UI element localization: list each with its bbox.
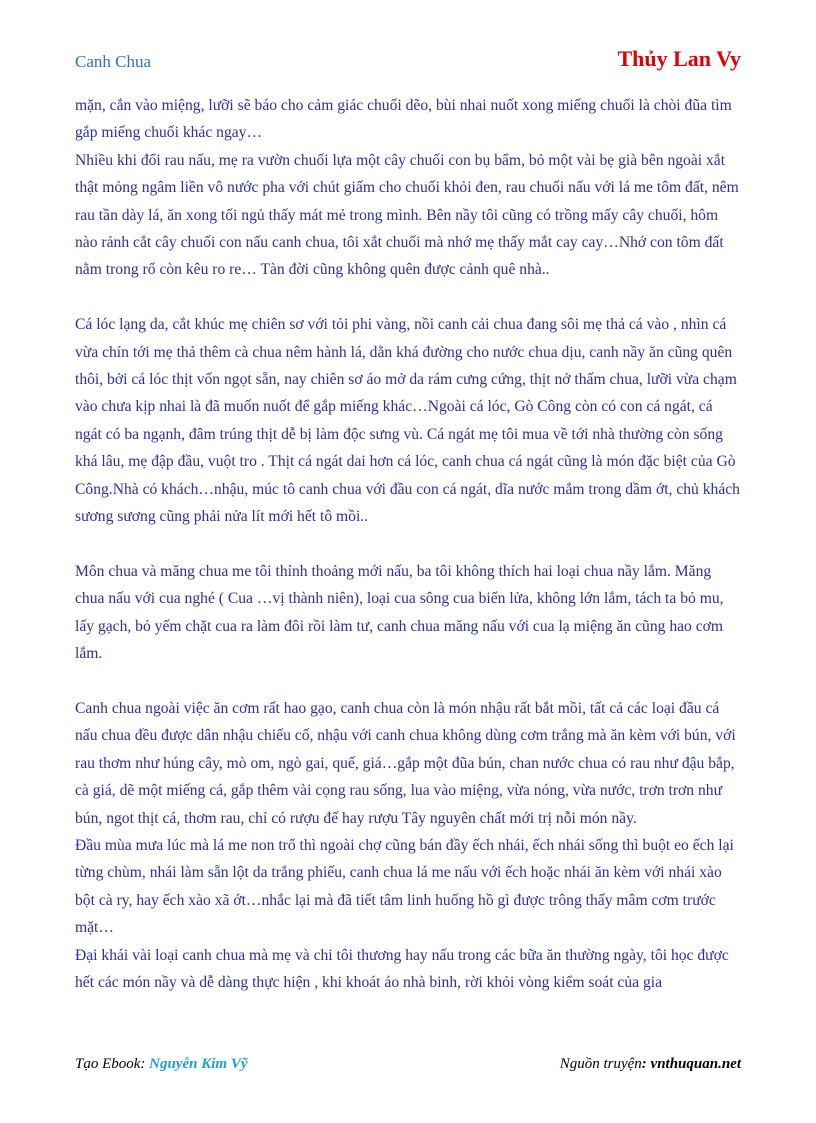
ebook-label: Tạo Ebook (75, 1056, 141, 1072)
page-header (75, 46, 741, 80)
ebook-creator-name: Nguyễn Kim Vỹ (149, 1056, 248, 1072)
paragraph: Đại khái vài loại canh chua mà mẹ và chi tôi thương hay nấu trong các bữa ăn thường ngày, tôi học được hết các món nầy và dễ dàng thực hiện , khi khoát áo nhà binh, rời khỏi vòng kiểm soát của gia (75, 946, 729, 991)
author-name: Thủy Lan Vy (617, 46, 741, 71)
paragraph: Cá lóc lạng da, cắt khúc mẹ chiên sơ với tỏi phi vàng, nồi canh cải chua đang sôi mẹ thả cá vào , nhìn cá vừa chín tới mẹ thả thêm cà chua nêm hành lá, dằn khá đường cho nước chua dịu, canh nầy ăn cũng quên thôi, bởi cá lóc thịt vốn ngọt sẵn, nay chiên sơ áo mở da rám cưng cứng, thịt nở thấm chua, lưỡi vừa chạm vào chưa kịp nhai là đã muốn nuốt để gắp miếng khác…Ngoài cá lóc, Gò Công còn có con cá ngát, cá ngát có ba ngạnh, đâm trúng thịt dễ bị làm độc sưng vù. Cá ngát mẹ tôi mua về tới nhà thường còn sống khá lâu, mẹ đập đầu, vuột tro . Thịt cá ngát dai hơn cá lóc, canh chua cá ngát cũng là món đặc biệt của Gò Công.Nhà có khách…nhậu, múc tô canh chua với đầu con cá ngát, dĩa nước mắm trong dầm ớt, chủ khách sương sương cũng phải nửa lít mới hết tô mồi.. (75, 316, 740, 526)
paragraph: mặn, cắn vào miệng, lưỡi sẽ báo cho cảm giác chuối dẽo, bùi nhai nuốt xong miếng chuối là chòi đũa tìm gắp miếng chuối khác ngay… (75, 97, 732, 142)
paragraph: Đầu mùa mưa lúc mà lá me non trổ thì ngoài chợ cũng bán đầy ếch nhái, ếch nhái sống thì buột eo ếch lại từng chùm, nhái làm sẵn lột da trắng phiếu, canh chua lá me nấu với ếch hoặc nhái ăn kèm với nhái xào bột cà ry, hay ếch xào xã ớt…nhắc lại mà đã tiết tâm linh huống hồ gì được trông thấy mâm cơm trước mặt… (75, 836, 734, 937)
page-footer (75, 1056, 741, 1076)
source-credit: Nguồn truyện: vnthuquan.net (559, 1056, 741, 1072)
source-label: Nguồn truyện (559, 1056, 642, 1072)
paragraph: Nhiều khi đổi rau nấu, mẹ ra vườn chuối lựa một cây chuối con bụ bẩm, bỏ một vài bẹ già bên ngoài xắt thật mỏng ngâm liền vô nước pha với chút giấm cho chuối khỏi đen, rau chuối nấu với lá me tôm đất, nêm rau tần dày lá, ăn xong tối ngủ thấy mát mẻ trong mình. Bên nầy tôi cũng có trồng mấy cây chuối, hôm nào rảnh cắt cây chuối con nấu canh chua, tôi xắt chuối mà nhớ mẹ thấy mắt cay cay…Nhớ con tôm đất nằm trong rổ còn kêu ro re… Tàn đời cũng không quên được cảnh quê nhà.. (75, 151, 739, 279)
paragraph-gap (75, 284, 743, 311)
paragraph: Canh chua ngoài việc ăn cơm rất hao gạo, canh chua còn là món nhậu rất bắt mồi, tất cả các loại đầu cá nấu chua đều được dân nhậu chiếu cố, nhậu với canh chua không dùng cơm trắng mà ăn kèm với bún, với rau thơm như húng cây, mò om, ngò gai, quế, giá…gắp một đũa bún, chan nước chua có rau như đậu bắp, cà giá, dẽ một miếng cá, gắp thêm vài cọng rau sống, lua vào miệng, vừa nóng, vừa nước, trơn trơn như bún, ngot thịt cá, thơm rau, chỉ có rượu đế hay rượu Tây nguyên chất mới trị nỗi món nầy. (75, 699, 736, 827)
paragraph-gap (75, 668, 743, 695)
document-title: Canh Chua (75, 52, 152, 71)
body-text (75, 92, 743, 996)
paragraph: Môn chua và măng chua me tôi thỉnh thoảng mới nấu, ba tôi không thích hai loại chua nầy lắm. Măng chua nấu với cua nghé ( Cua …vị thành niên), loại cua sông cua biển lửa, không lớn lắm, tách ta bỏ mu, lấy gạch, bỏ yếm chặt cua ra làm đôi rồi làm tư, canh chua măng nấu với cua lạ miệng ăn cũng hao cơm lắm. (75, 562, 724, 663)
paragraph-gap (75, 530, 743, 557)
ebook-credit: Tạo Ebook: Nguyễn Kim Vỹ (75, 1056, 248, 1072)
source-site: vnthuquan.net (650, 1056, 741, 1072)
